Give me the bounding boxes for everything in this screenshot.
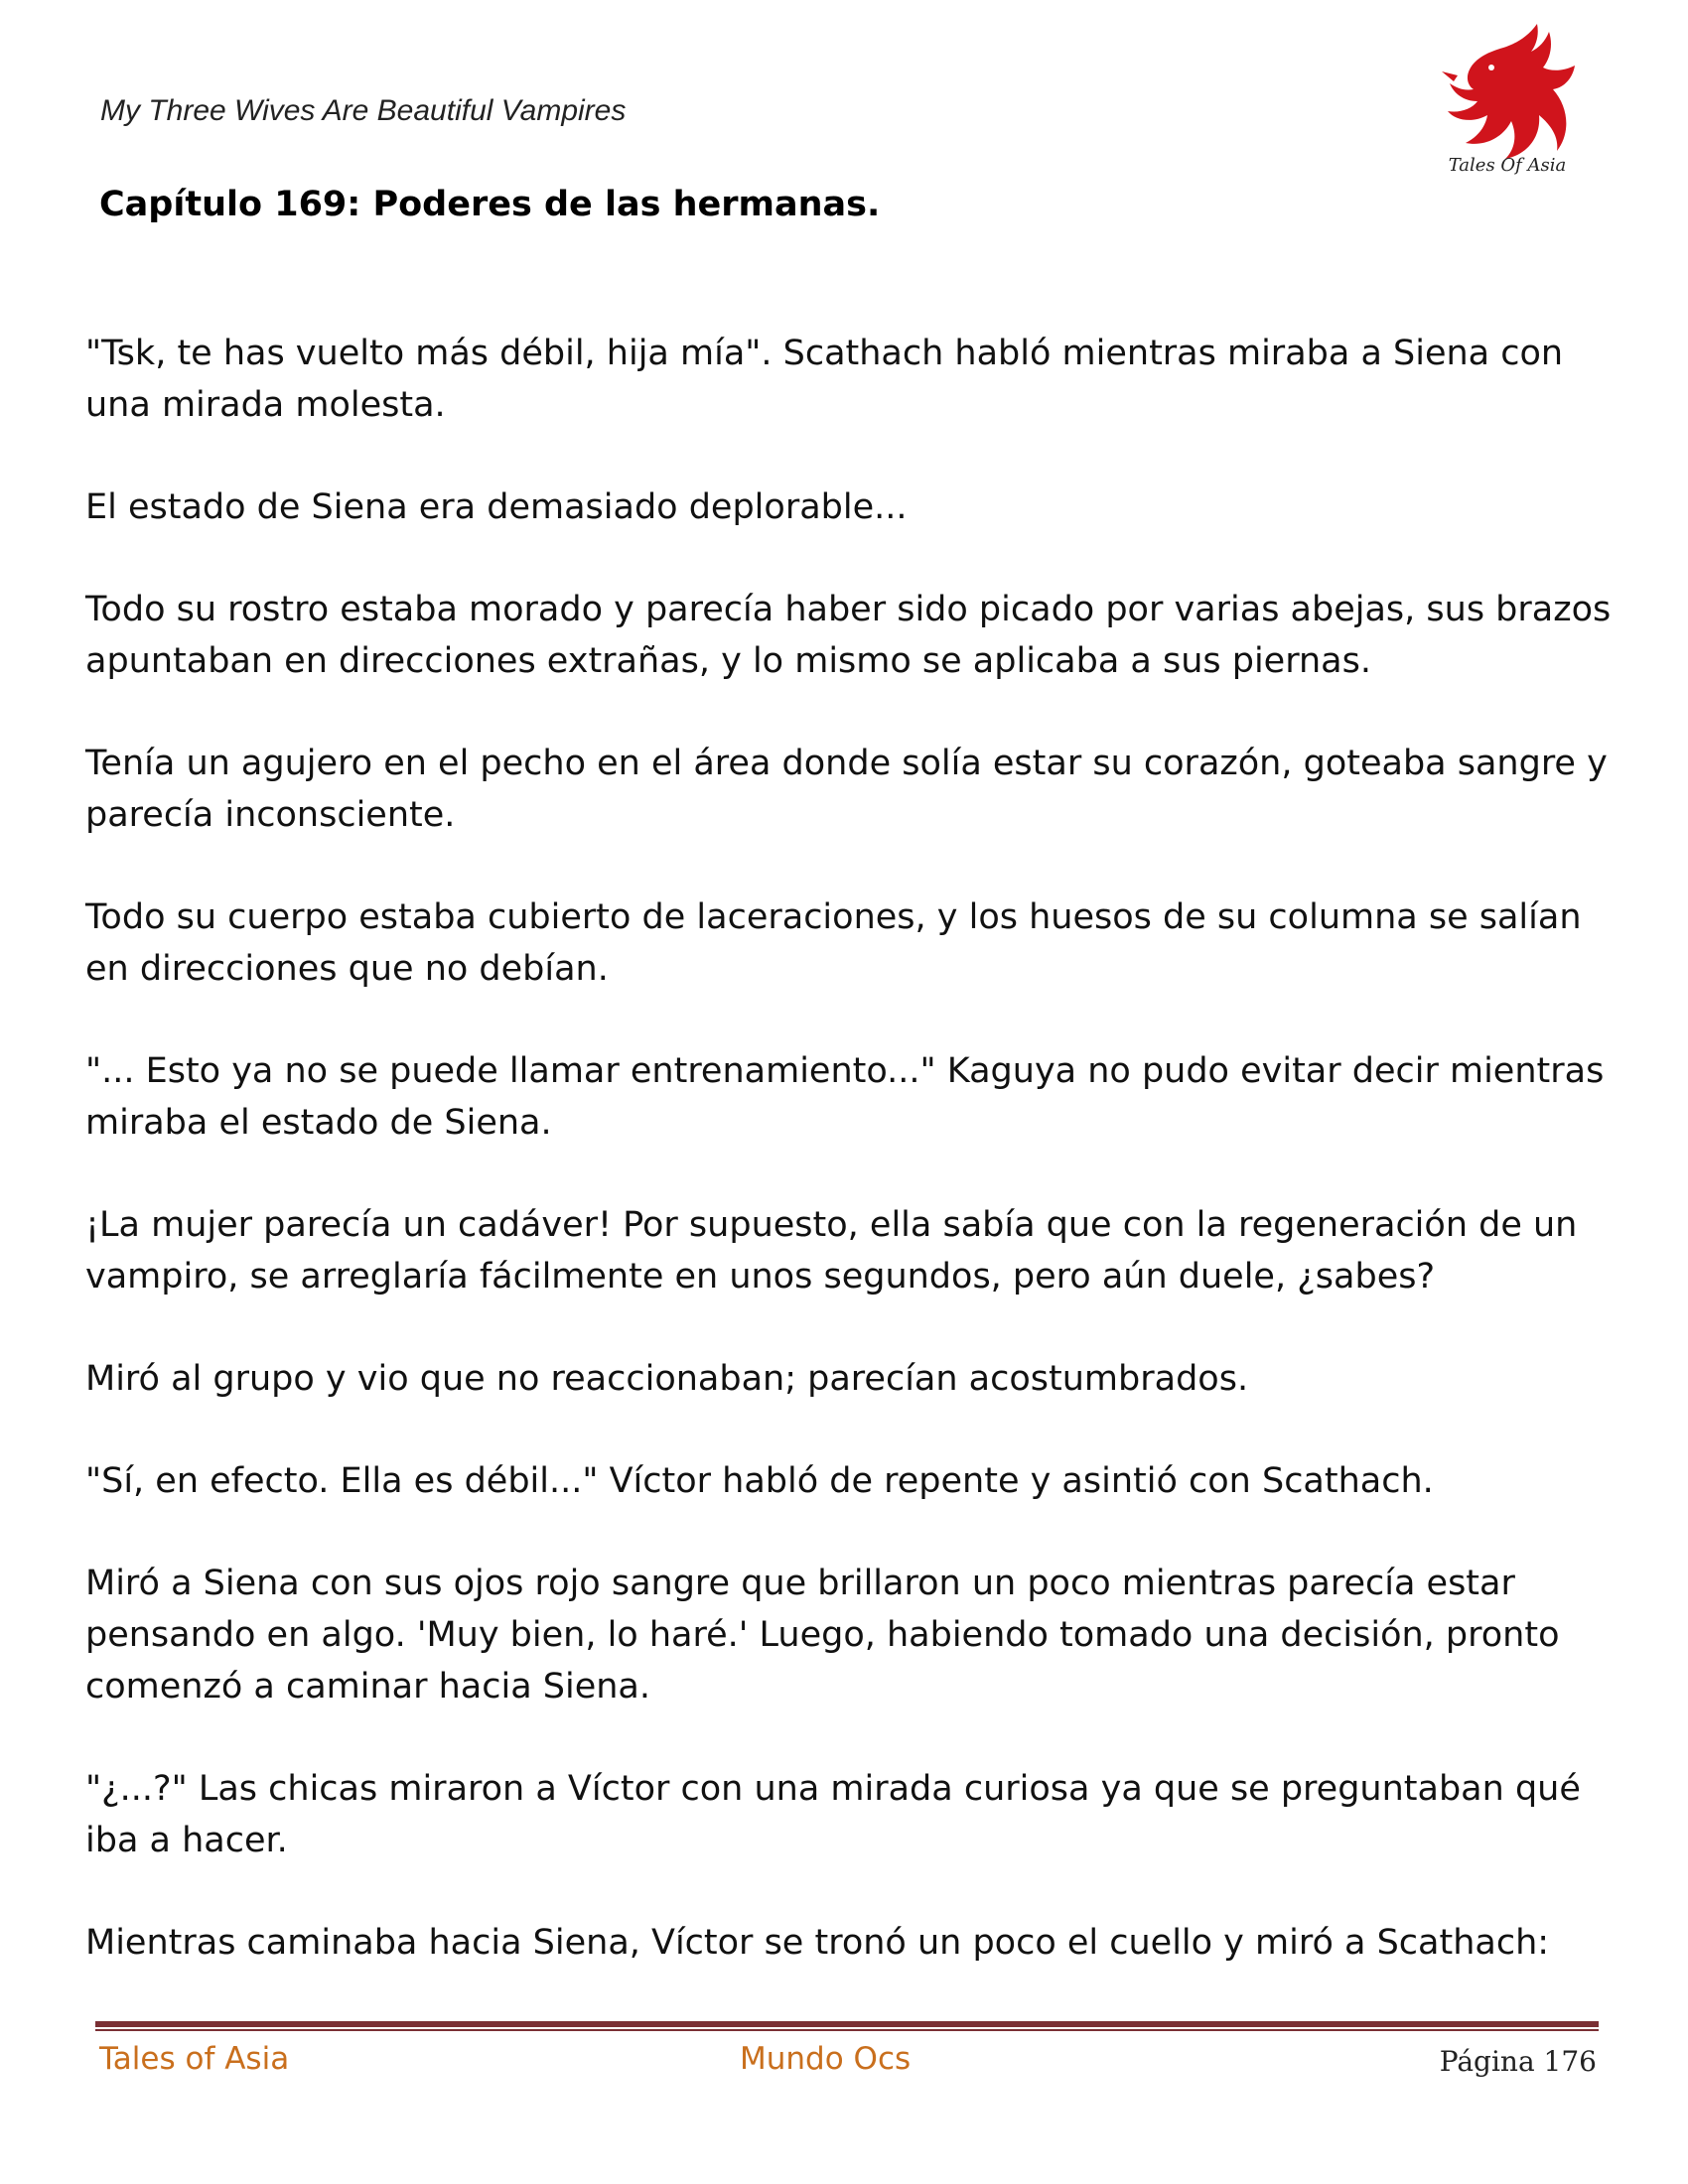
paragraph: Miró a Siena con sus ojos rojo sangre que brillaron un poco mientras parecía estar pensando en algo. 'Muy bien, lo haré.' Luego, habiendo tomado una decisión, pronto comenzó a caminar hacia Siena.: [85, 1564, 1560, 1706]
footer-publisher: Tales of Asia: [99, 2041, 290, 2077]
paragraph: "¿...?" Las chicas miraron a Víctor con una mirada curiosa ya que se preguntaban qué iba a hacer.: [85, 1769, 1581, 1860]
paragraph: El estado de Siena era demasiado deplorable...: [85, 487, 908, 527]
page-number: Página 176: [1439, 2045, 1597, 2078]
footer-site: Mundo Ocs: [740, 2041, 912, 2077]
paragraph: ¡La mujer parecía un cadáver! Por supuesto, ella sabía que con la regeneración de un vampiro, se arreglaría fácilmente en unos segundos, pero aún duele, ¿sabes?: [85, 1205, 1578, 1297]
paragraph: "Sí, en efecto. Ella es débil..." Víctor habló de repente y asintió con Scathach.: [85, 1461, 1434, 1501]
paragraph: Todo su rostro estaba morado y parecía haber sido picado por varias abejas, sus brazos apuntaban en direcciones extrañas, y lo mismo se aplicaba a sus piernas.: [85, 590, 1612, 681]
paragraph: "Tsk, te has vuelto más débil, hija mía". Scathach habló mientras miraba a Siena con una mirada molesta.: [85, 334, 1564, 425]
paragraph: "... Esto ya no se puede llamar entrenamiento..." Kaguya no pudo evitar decir mientras miraba el estado de Siena.: [85, 1051, 1605, 1143]
chapter-title: Capítulo 169: Poderes de las hermanas.: [99, 185, 881, 224]
chapter-body: [85, 328, 1615, 2019]
logo-text: Tales Of Asia: [1448, 155, 1567, 176]
paragraph: Todo su cuerpo estaba cubierto de laceraciones, y los huesos de su columna se salían en direcciones que no debían.: [85, 897, 1582, 989]
paragraph: Mientras caminaba hacia Siena, Víctor se tronó un poco el cuello y miró a Scathach:: [85, 1923, 1550, 1963]
paragraph: Tenía un agujero en el pecho en el área donde solía estar su corazón, goteaba sangre y parecía inconsciente.: [85, 744, 1608, 835]
paragraph: Miró al grupo y vio que no reaccionaban; parecían acostumbrados.: [85, 1359, 1249, 1399]
publisher-logo: [1420, 18, 1579, 182]
series-title: My Three Wives Are Beautiful Vampires: [100, 94, 627, 127]
footer-divider: [95, 2021, 1599, 2031]
